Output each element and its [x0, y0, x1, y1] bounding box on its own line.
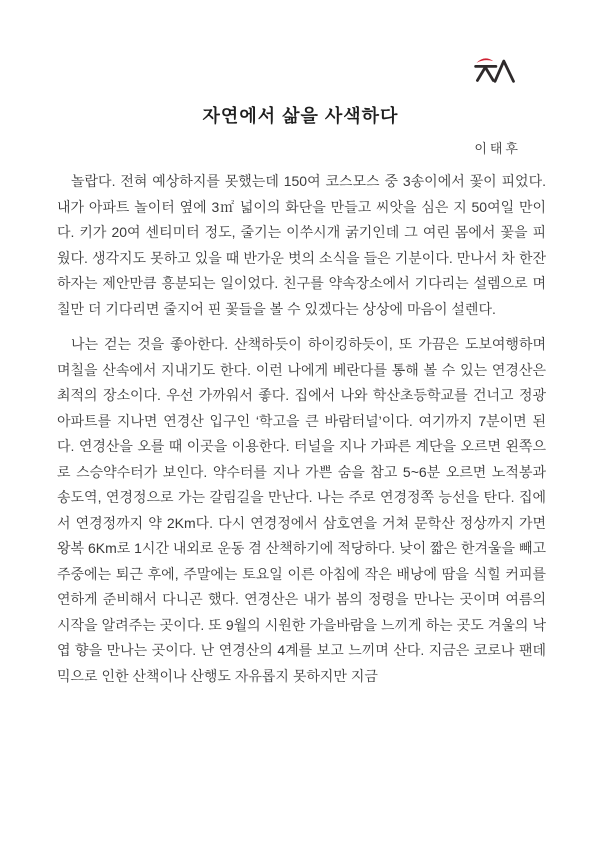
- logo-jieut-stroke: [476, 66, 496, 80]
- author-name: 이태후: [474, 141, 521, 156]
- logo-red-accent: [477, 58, 494, 62]
- essay-paragraph-2: 나는 걷는 것을 좋아한다. 산책하듯이 하이킹하듯이, 또 가끔은 도보여행하며 며칠을 산속에서 지내기도 한다. 이런 나에게 베란다를 통해 볼 수 있는 연경산은 최적의 장소이다. 우선 가까워서 좋다. 집에서 나와 학산초등학교를 건너고 정광아파트를 지나면 연경산 입구인 ‘학고을 큰 바람터널’이다. 여기까지 7분이면 된다. 연경산을 오를 때 이곳을 이용한다. 터널을 지나 가파른 계단을 오르면 왼쪽으로 스승약수터가 보인다. 약수터를 지나 가쁜 숨을 참고 5~6분 오르면 노적봉과 송도역, 연경정으로 가는 갈림길을 만난다. 나는 주로 연경정쪽 능선을 탄다. 집에서 연경정까지 약 2Km다. 다시 연경정에서 삼호연을 거쳐 문학산 정상까지 가면 왕복 6Km로 1시간 내외로 운동 겸 산책하기에 적당하다. 낮이 짧은 한겨울을 빼고 주중에는 퇴근 후에, 주말에는 토요일 이른 아침에 작은 배낭에 땀을 식힐 커피를 연하게 준비해서 다니곤 했다. 연경산은 내가 봄의 정령을 만나는 곳이며 여름의 시작을 알려주는 곳이다. 또 9월의 시원한 가을바람을 느끼게 하는 곳도 겨울의 낙엽 향을 만나는 곳이다. 난 연경산의 4계를 보고 느끼며 산다. 지금은 코로나 팬데믹으로 인한 산책이나 산행도 자유롭지 못하지만 지금: [57, 336, 546, 684]
- essay-paragraph-1: 놀랍다. 전혀 예상하지를 못했는데 150여 코스모스 중 3송이에서 꽃이 피었다. 내가 아파트 놀이터 옆에 3㎡ 넓이의 화단을 만들고 씨앗을 심은 지 50여일 만이다. 키가 20여 센티미터 정도, 줄기는 이쑤시개 굵기인데 그 여린 몸에서 꽃을 피웠다. 생각지도 못하고 있을 때 반가운 벗의 소식을 들은 기분이다. 만나서 차 한잔하자는 제안만큼 흥분되는 일이었다. 친구를 약속장소에서 기다리는 설렘으로 며칠만 더 기다리면 줄지어 핀 꽃들을 볼 수 있겠다는 상상에 마음이 설렌다.: [57, 173, 546, 317]
- logo-peak-stroke: [495, 61, 513, 81]
- mountain-logo-icon: [473, 54, 517, 84]
- page-title: 자연에서 삶을 사색하다: [202, 106, 399, 127]
- essay-body: [57, 169, 546, 689]
